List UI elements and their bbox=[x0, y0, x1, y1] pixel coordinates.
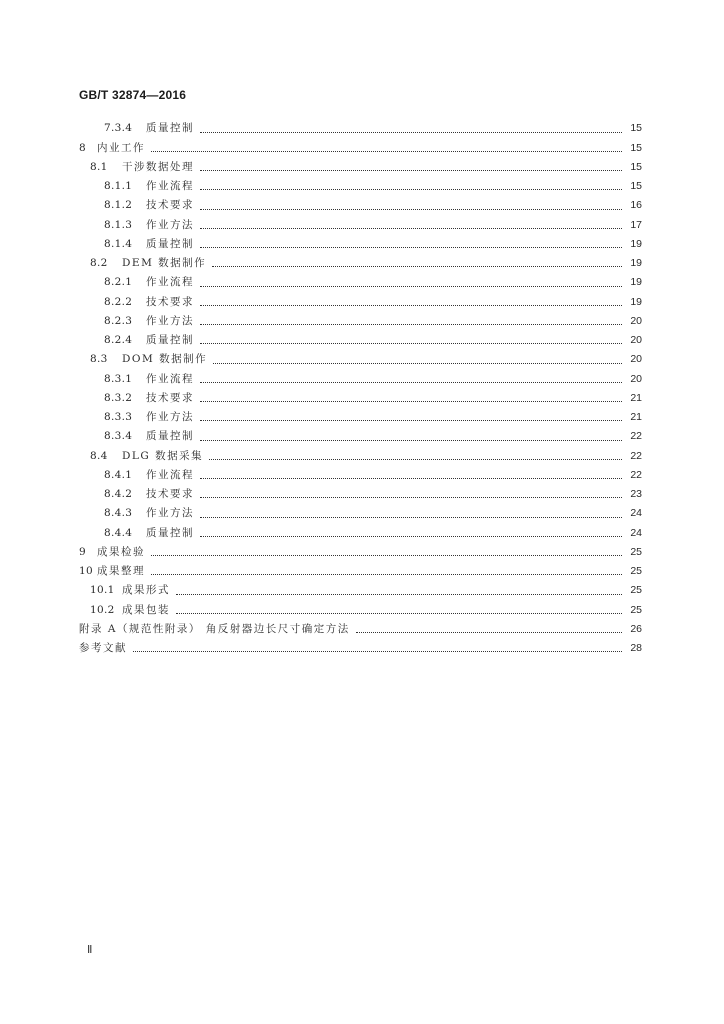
dot-leader bbox=[200, 381, 622, 383]
toc-entry-number: 8.2.2 bbox=[104, 295, 133, 308]
toc-entry-number: 8.4.4 bbox=[104, 526, 133, 539]
toc-entry-title: 成果整理 bbox=[97, 565, 145, 578]
toc-entry[interactable] bbox=[79, 639, 642, 658]
toc-entry-page: 22 bbox=[630, 449, 642, 462]
toc-entry-page: 24 bbox=[630, 526, 642, 539]
toc-entry[interactable] bbox=[79, 389, 642, 408]
toc-entry-number: 8.4 bbox=[90, 449, 108, 462]
toc-entry-title: 技术要求 bbox=[146, 488, 194, 501]
toc-entry-page: 20 bbox=[630, 334, 642, 347]
toc-entry-title: 质量控制 bbox=[146, 334, 194, 347]
toc-entry[interactable] bbox=[79, 369, 642, 388]
toc-entry-page: 20 bbox=[630, 314, 642, 327]
dot-leader bbox=[200, 169, 622, 171]
toc-entry-title: DOM 数据制作 bbox=[122, 353, 208, 366]
toc-entry-number: 8.4.3 bbox=[104, 507, 133, 520]
toc-entry-title: 作业方法 bbox=[146, 507, 194, 520]
toc-entry-title: 干涉数据处理 bbox=[122, 160, 194, 173]
toc-entry[interactable] bbox=[79, 466, 642, 485]
toc-entry[interactable] bbox=[79, 119, 642, 138]
toc-entry-title: 质量控制 bbox=[146, 237, 194, 250]
toc-entry-page: 25 bbox=[630, 603, 642, 616]
toc-entry-title: 成果形式 bbox=[122, 584, 170, 597]
dot-leader bbox=[200, 419, 622, 421]
toc-entry-page: 25 bbox=[630, 565, 642, 578]
dot-leader bbox=[200, 188, 622, 190]
toc-entry[interactable] bbox=[79, 581, 642, 600]
toc-entry-title: 内业工作 bbox=[97, 141, 145, 154]
toc-entry-number: 8.2 bbox=[90, 257, 108, 270]
dot-leader bbox=[200, 323, 622, 325]
toc-entry[interactable] bbox=[79, 312, 642, 331]
toc-entry-title: 技术要求 bbox=[146, 391, 194, 404]
toc-entry-title: 作业方法 bbox=[146, 411, 194, 424]
dot-leader bbox=[200, 477, 622, 479]
dot-leader bbox=[200, 496, 622, 498]
toc-entry-title: DEM 数据制作 bbox=[122, 257, 207, 270]
toc-entry-number: 8.2.3 bbox=[104, 314, 133, 327]
toc-entry-number: 7.3.4 bbox=[104, 122, 133, 135]
toc-entry-page: 19 bbox=[630, 276, 642, 289]
standard-code: GB/T 32874—2016 bbox=[79, 88, 187, 102]
dot-leader bbox=[200, 227, 622, 229]
dot-leader bbox=[212, 265, 622, 267]
dot-leader bbox=[200, 246, 622, 248]
dot-leader bbox=[209, 458, 622, 460]
toc-entry-number: 9 bbox=[79, 545, 86, 558]
toc-entry[interactable] bbox=[79, 350, 642, 369]
toc-entry-page: 17 bbox=[630, 218, 642, 231]
toc-entry-number: 8 bbox=[79, 141, 86, 154]
toc-entry-number: 8.1.4 bbox=[104, 237, 133, 250]
dot-leader bbox=[213, 362, 622, 364]
dot-leader bbox=[356, 631, 622, 633]
toc-entry-title: 质量控制 bbox=[146, 122, 194, 135]
toc-entry[interactable] bbox=[79, 273, 642, 292]
toc-entry[interactable] bbox=[79, 215, 642, 234]
toc-entry-title: 作业流程 bbox=[146, 468, 194, 481]
toc-entry-title: 作业方法 bbox=[146, 314, 194, 327]
dot-leader bbox=[200, 439, 622, 441]
toc-entry-title: 附录 A（规范性附录） 角反射器边长尺寸确定方法 bbox=[79, 622, 350, 635]
toc-entry-title: 质量控制 bbox=[146, 526, 194, 539]
table-of-contents bbox=[79, 119, 642, 658]
dot-leader bbox=[176, 593, 622, 595]
toc-entry-number: 8.2.4 bbox=[104, 334, 133, 347]
toc-entry-title: DLG 数据采集 bbox=[122, 449, 204, 462]
toc-entry-title: 质量控制 bbox=[146, 430, 194, 443]
toc-entry-title: 作业流程 bbox=[146, 180, 194, 193]
toc-entry[interactable] bbox=[79, 196, 642, 215]
toc-entry-number: 8.3.1 bbox=[104, 372, 133, 385]
toc-entry[interactable] bbox=[79, 408, 642, 427]
dot-leader bbox=[200, 285, 622, 287]
toc-entry-page: 28 bbox=[630, 642, 642, 655]
toc-entry-number: 8.3.4 bbox=[104, 430, 133, 443]
toc-entry[interactable] bbox=[79, 543, 642, 562]
toc-entry-number: 8.4.2 bbox=[104, 488, 133, 501]
dot-leader bbox=[200, 131, 622, 133]
toc-entry[interactable] bbox=[79, 446, 642, 465]
toc-entry-title: 成果检验 bbox=[97, 545, 145, 558]
toc-entry[interactable] bbox=[79, 427, 642, 446]
toc-entry[interactable] bbox=[79, 620, 642, 639]
toc-entry-title: 技术要求 bbox=[146, 295, 194, 308]
toc-entry-page: 21 bbox=[630, 411, 642, 424]
toc-entry-page: 20 bbox=[630, 353, 642, 366]
toc-entry[interactable] bbox=[79, 485, 642, 504]
toc-entry-number: 8.3.3 bbox=[104, 411, 133, 424]
toc-entry[interactable] bbox=[79, 331, 642, 350]
toc-entry-page: 22 bbox=[630, 430, 642, 443]
dot-leader bbox=[200, 400, 622, 402]
toc-entry-title: 作业流程 bbox=[146, 372, 194, 385]
toc-entry-page: 24 bbox=[630, 507, 642, 520]
toc-entry[interactable] bbox=[79, 292, 642, 311]
toc-entry[interactable] bbox=[79, 254, 642, 273]
toc-entry[interactable] bbox=[79, 523, 642, 542]
toc-entry-page: 25 bbox=[630, 545, 642, 558]
toc-entry-number: 8.2.1 bbox=[104, 276, 133, 289]
toc-entry-page: 25 bbox=[630, 584, 642, 597]
toc-entry[interactable] bbox=[79, 600, 642, 619]
toc-entry[interactable] bbox=[79, 504, 642, 523]
toc-entry-page: 19 bbox=[630, 295, 642, 308]
toc-entry-title: 技术要求 bbox=[146, 199, 194, 212]
dot-leader bbox=[133, 650, 622, 652]
toc-entry-number: 8.3.2 bbox=[104, 391, 133, 404]
toc-entry[interactable] bbox=[79, 177, 642, 196]
toc-entry-title: 成果包装 bbox=[122, 603, 170, 616]
toc-entry-number: 8.3 bbox=[90, 353, 108, 366]
toc-entry-page: 19 bbox=[630, 257, 642, 270]
toc-entry-page: 15 bbox=[630, 141, 642, 154]
toc-entry[interactable] bbox=[79, 562, 642, 581]
dot-leader bbox=[200, 208, 622, 210]
toc-entry-page: 23 bbox=[630, 488, 642, 501]
toc-entry-title: 作业流程 bbox=[146, 276, 194, 289]
toc-entry[interactable] bbox=[79, 235, 642, 254]
toc-entry-number: 8.1.2 bbox=[104, 199, 133, 212]
toc-entry[interactable] bbox=[79, 158, 642, 177]
toc-entry-page: 16 bbox=[630, 199, 642, 212]
toc-entry-number: 8.4.1 bbox=[104, 468, 133, 481]
toc-entry-number: 8.1 bbox=[90, 160, 108, 173]
toc-entry-title: 参考文献 bbox=[79, 642, 127, 655]
page-number-footer: Ⅱ bbox=[87, 944, 93, 956]
dot-leader bbox=[200, 516, 622, 518]
dot-leader bbox=[151, 554, 622, 556]
toc-entry[interactable] bbox=[79, 138, 642, 157]
toc-entry-page: 15 bbox=[630, 122, 642, 135]
toc-entry-title: 作业方法 bbox=[146, 218, 194, 231]
toc-entry-page: 22 bbox=[630, 468, 642, 481]
dot-leader bbox=[200, 342, 622, 344]
dot-leader bbox=[176, 612, 622, 614]
toc-entry-number: 10 bbox=[79, 565, 93, 578]
toc-entry-number: 10.2 bbox=[90, 603, 115, 616]
dot-leader bbox=[200, 304, 622, 306]
toc-entry-number: 10.1 bbox=[90, 584, 115, 597]
toc-entry-page: 21 bbox=[630, 391, 642, 404]
dot-leader bbox=[151, 150, 622, 152]
toc-entry-page: 19 bbox=[630, 237, 642, 250]
toc-entry-page: 15 bbox=[630, 160, 642, 173]
toc-entry-number: 8.1.1 bbox=[104, 180, 133, 193]
toc-entry-number: 8.1.3 bbox=[104, 218, 133, 231]
toc-entry-page: 15 bbox=[630, 180, 642, 193]
toc-entry-page: 20 bbox=[630, 372, 642, 385]
dot-leader bbox=[200, 535, 622, 537]
dot-leader bbox=[151, 573, 622, 575]
toc-entry-page: 26 bbox=[630, 622, 642, 635]
